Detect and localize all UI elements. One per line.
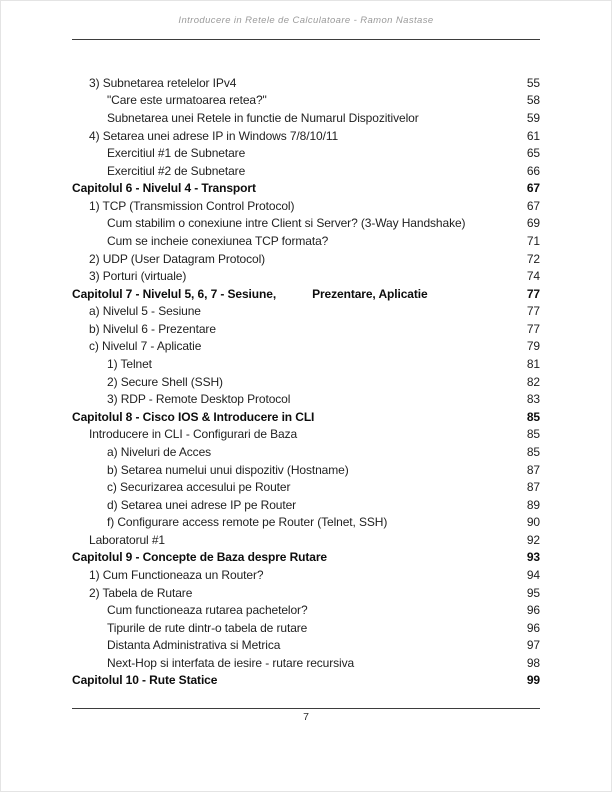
toc-entry (72, 637, 540, 655)
toc-entry (72, 672, 540, 690)
toc-entry-label2: Prezentare, Aplicatie (312, 286, 428, 301)
toc-entry-label: 2) UDP (User Datagram Protocol) (89, 251, 266, 266)
toc-entry-label: Cum se incheie conexiunea TCP formata? (107, 233, 329, 248)
toc-entry-label: Exercitiul #1 de Subnetare (107, 146, 246, 161)
toc-entry-label: Laboratorul #1 (89, 532, 165, 547)
toc-entry-page: 98 (526, 655, 540, 670)
toc-entry-label: d) Setarea unei adrese IP pe Router (107, 497, 297, 512)
toc-entry (72, 443, 540, 461)
toc-entry (72, 513, 540, 531)
toc-entry-page: 85 (526, 409, 540, 424)
toc-entry-page: 89 (526, 497, 540, 512)
toc-entry (72, 92, 540, 110)
toc-entry (72, 215, 540, 233)
toc-entry-page: 66 (526, 163, 540, 178)
toc-entry-page: 61 (526, 128, 540, 143)
toc-entry-page: 65 (526, 146, 540, 161)
toc-entry (72, 250, 540, 268)
toc-entry-label: 1) Telnet (107, 357, 152, 372)
toc-entry (72, 179, 540, 197)
toc-entry-label: 3) Porturi (virtuale) (89, 269, 187, 284)
toc-entry-page: 58 (526, 93, 540, 108)
toc-entry-page: 79 (526, 339, 540, 354)
toc-entry-page: 83 (526, 392, 540, 407)
toc-entry (72, 355, 540, 373)
toc-entry-label: a) Niveluri de Acces (107, 444, 212, 459)
footer-rule (72, 708, 540, 709)
toc-entry (72, 584, 540, 602)
toc-entry-page: 94 (526, 567, 540, 582)
toc-entry (72, 566, 540, 584)
toc-entry-page: 96 (526, 603, 540, 618)
toc-entry-page: 69 (526, 216, 540, 231)
toc-entry-page: 71 (526, 233, 540, 248)
toc-entry-page: 93 (526, 550, 540, 565)
toc-entry-page: 95 (526, 585, 540, 600)
toc-entry-page: 59 (526, 110, 540, 125)
toc-entry (72, 197, 540, 215)
toc-entry-page: 81 (526, 357, 540, 372)
toc-entry-label: a) Nivelul 5 - Sesiune (89, 304, 201, 319)
toc-entry-page: 77 (526, 286, 540, 301)
toc-entry-page: 67 (526, 198, 540, 213)
toc-entry-page: 97 (526, 638, 540, 653)
toc-entry-label: 3) RDP - Remote Desktop Protocol (107, 392, 291, 407)
toc-entry (72, 144, 540, 162)
toc-entry-label: Next-Hop si interfata de iesire - rutare recursiva (107, 655, 355, 670)
toc-entry-label: Capitolul 9 - Concepte de Baza despre Rutare (72, 550, 327, 565)
toc-entry-page: 96 (526, 620, 540, 635)
toc-entry-label: Capitolul 8 - Cisco IOS & Introducere in CLI (72, 409, 315, 424)
toc-entry (72, 232, 540, 250)
toc-entry-page: 87 (526, 462, 540, 477)
toc-entry (72, 478, 540, 496)
toc-entry (72, 267, 540, 285)
toc-entry-label: 1) TCP (Transmission Control Protocol) (89, 198, 295, 213)
toc-entry (72, 531, 540, 549)
toc-entry-page: 92 (526, 532, 540, 547)
toc-entry-label: "Care este urmatoarea retea?" (107, 93, 267, 108)
toc-entry-label: Distanta Administrativa si Metrica (107, 638, 281, 653)
toc-entry (72, 461, 540, 479)
toc-entry-page: 77 (526, 304, 540, 319)
toc-entry (72, 654, 540, 672)
toc-entry (72, 74, 540, 92)
toc-entry (72, 619, 540, 637)
header-rule (72, 39, 540, 40)
toc-entry-page: 67 (526, 181, 540, 196)
toc-entry (72, 127, 540, 145)
toc-entry (72, 426, 540, 444)
toc-entry-label: 1) Cum Functioneaza un Router? (89, 567, 264, 582)
toc-entry-label: Exercitiul #2 de Subnetare (107, 163, 246, 178)
toc-entry-page: 87 (526, 480, 540, 495)
running-header: Introducere in Retele de Calculatoare - Ramon Nastase (178, 15, 434, 26)
toc-entry (72, 496, 540, 514)
toc-entry-page: 90 (526, 515, 540, 530)
toc-entry (72, 109, 540, 127)
toc-entry-label: b) Nivelul 6 - Prezentare (89, 321, 216, 336)
toc-entry-page: 85 (526, 444, 540, 459)
toc-entry (72, 285, 540, 303)
toc-entry-page: 99 (526, 673, 540, 688)
toc-entry-page: 74 (526, 269, 540, 284)
toc-entry-label: b) Setarea numelui unui dispozitiv (Hostname) (107, 462, 349, 477)
toc-entry-label: 4) Setarea unei adrese IP in Windows 7/8/10/11 (89, 128, 339, 143)
page-number: 7 (303, 711, 309, 723)
toc-entry-label: Cum functioneaza rutarea pachetelor? (107, 603, 308, 618)
toc-entry (72, 601, 540, 619)
toc-entry-label: Capitolul 7 - Nivelul 5, 6, 7 - Sesiune, (72, 286, 277, 301)
toc-entry-label: 2) Secure Shell (SSH) (107, 374, 223, 389)
toc-entry-label: c) Securizarea accesului pe Router (107, 480, 291, 495)
toc-entry-label: Cum stabilim o conexiune intre Client si Server? (3-Way Handshake) (107, 216, 466, 231)
toc-entry (72, 338, 540, 356)
toc-entry-label: Tipurile de rute dintr-o tabela de rutare (107, 620, 308, 635)
toc-entry-label: 3) Subnetarea retelelor IPv4 (89, 75, 237, 90)
toc-entry (72, 390, 540, 408)
toc-entry-page: 77 (526, 321, 540, 336)
toc-entry (72, 549, 540, 567)
toc-entry-page: 85 (526, 427, 540, 442)
toc-entry (72, 373, 540, 391)
toc-list (72, 74, 540, 689)
toc-entry-label: 2) Tabela de Rutare (89, 585, 193, 600)
toc-entry-page: 82 (526, 374, 540, 389)
toc-entry (72, 408, 540, 426)
toc-entry-label: Capitolul 6 - Nivelul 4 - Transport (72, 181, 256, 196)
toc-entry-page: 72 (526, 251, 540, 266)
toc-entry (72, 320, 540, 338)
toc-entry (72, 162, 540, 180)
toc-entry-label: c) Nivelul 7 - Aplicatie (89, 339, 202, 354)
toc-entry-label: Introducere in CLI - Configurari de Baza (89, 427, 298, 442)
toc-entry-label: Subnetarea unei Retele in functie de Numarul Dispozitivelor (107, 110, 419, 125)
toc-entry (72, 303, 540, 321)
toc-entry-label: Capitolul 10 - Rute Statice (72, 673, 218, 688)
toc-entry-page: 55 (526, 75, 540, 90)
toc-entry-label: f) Configurare access remote pe Router (Telnet, SSH) (107, 515, 388, 530)
